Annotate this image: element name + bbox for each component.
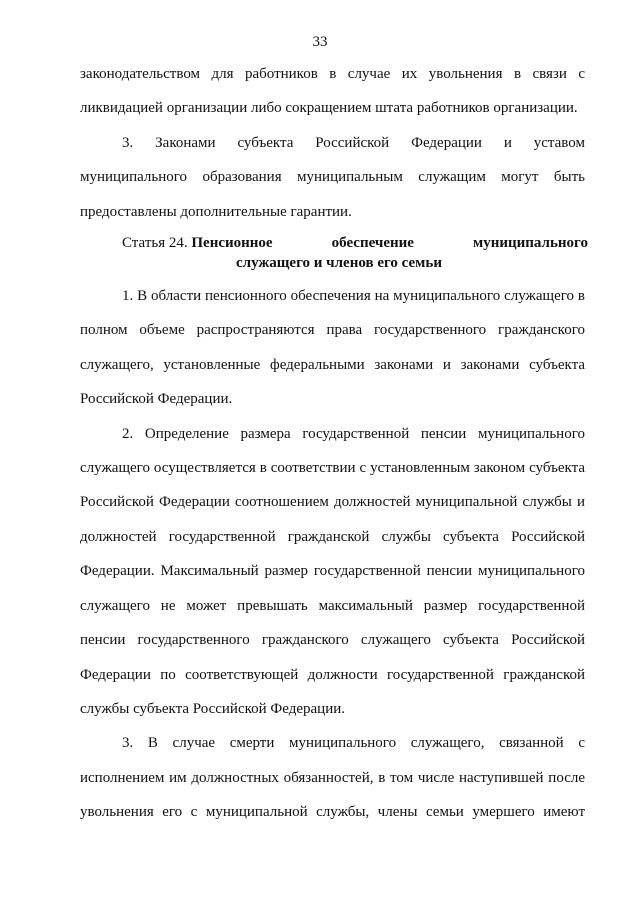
article-prefix: Статья 24. <box>122 235 188 252</box>
paragraph-2: 2. Определение размера государственной пенсии муниципального служащего осуществляется в соответствии с установленным законом субъекта Российской Федерации соотношением должностей муниципальной службы и должностей государственной гражданской службы субъекта Российской Федерации. Максимальный размер государственной пенсии муниципального служащего не может превышать максимальный размер государственной пенсии государственного гражданского служащего субъекта Российской Федерации по соответствующей должности государственной гражданской службы субъекта Российской Федерации. <box>80 425 585 717</box>
article-heading-first <box>122 233 273 253</box>
paragraph-guarantees: 3. Законами субъекта Российской Федерации и уставом муниципального образования муниципальным служащим могут быть предоставлены дополнительные гарантии. <box>80 134 585 220</box>
document-body <box>80 57 588 830</box>
intro-line-2 <box>80 91 585 125</box>
article-title-word-2: обеспечение <box>331 235 414 252</box>
article-title-word-3: муниципального <box>472 235 588 252</box>
intro-line-1 <box>80 57 585 91</box>
article-title-word-1: Пенсионное <box>191 235 273 252</box>
paragraph-3: 3. В случае смерти муниципального служащего, связанной с исполнением им должностных обязанностей, в том числе наступившей после увольнения его с муниципальной службы, члены семьи умершего имеют <box>80 735 585 821</box>
article-heading <box>80 233 588 273</box>
article-heading-line-1 <box>122 233 588 253</box>
article-title-line-2: служащего и членов его семьи <box>236 255 442 272</box>
paragraph-1: 1. В области пенсионного обеспечения на муниципального служащего в полном объеме распространяются права государственного гражданского служащего, установленные федеральными законами и законами субъекта Российской Федерации. <box>80 288 585 408</box>
intro-line-2-text: ликвидацией организации либо сокращением штата работников организации. <box>80 100 578 117</box>
intro-line-1-text: законодательством для работников в случае их увольнения в связи с <box>80 66 585 82</box>
page-number: 33 <box>312 34 328 50</box>
